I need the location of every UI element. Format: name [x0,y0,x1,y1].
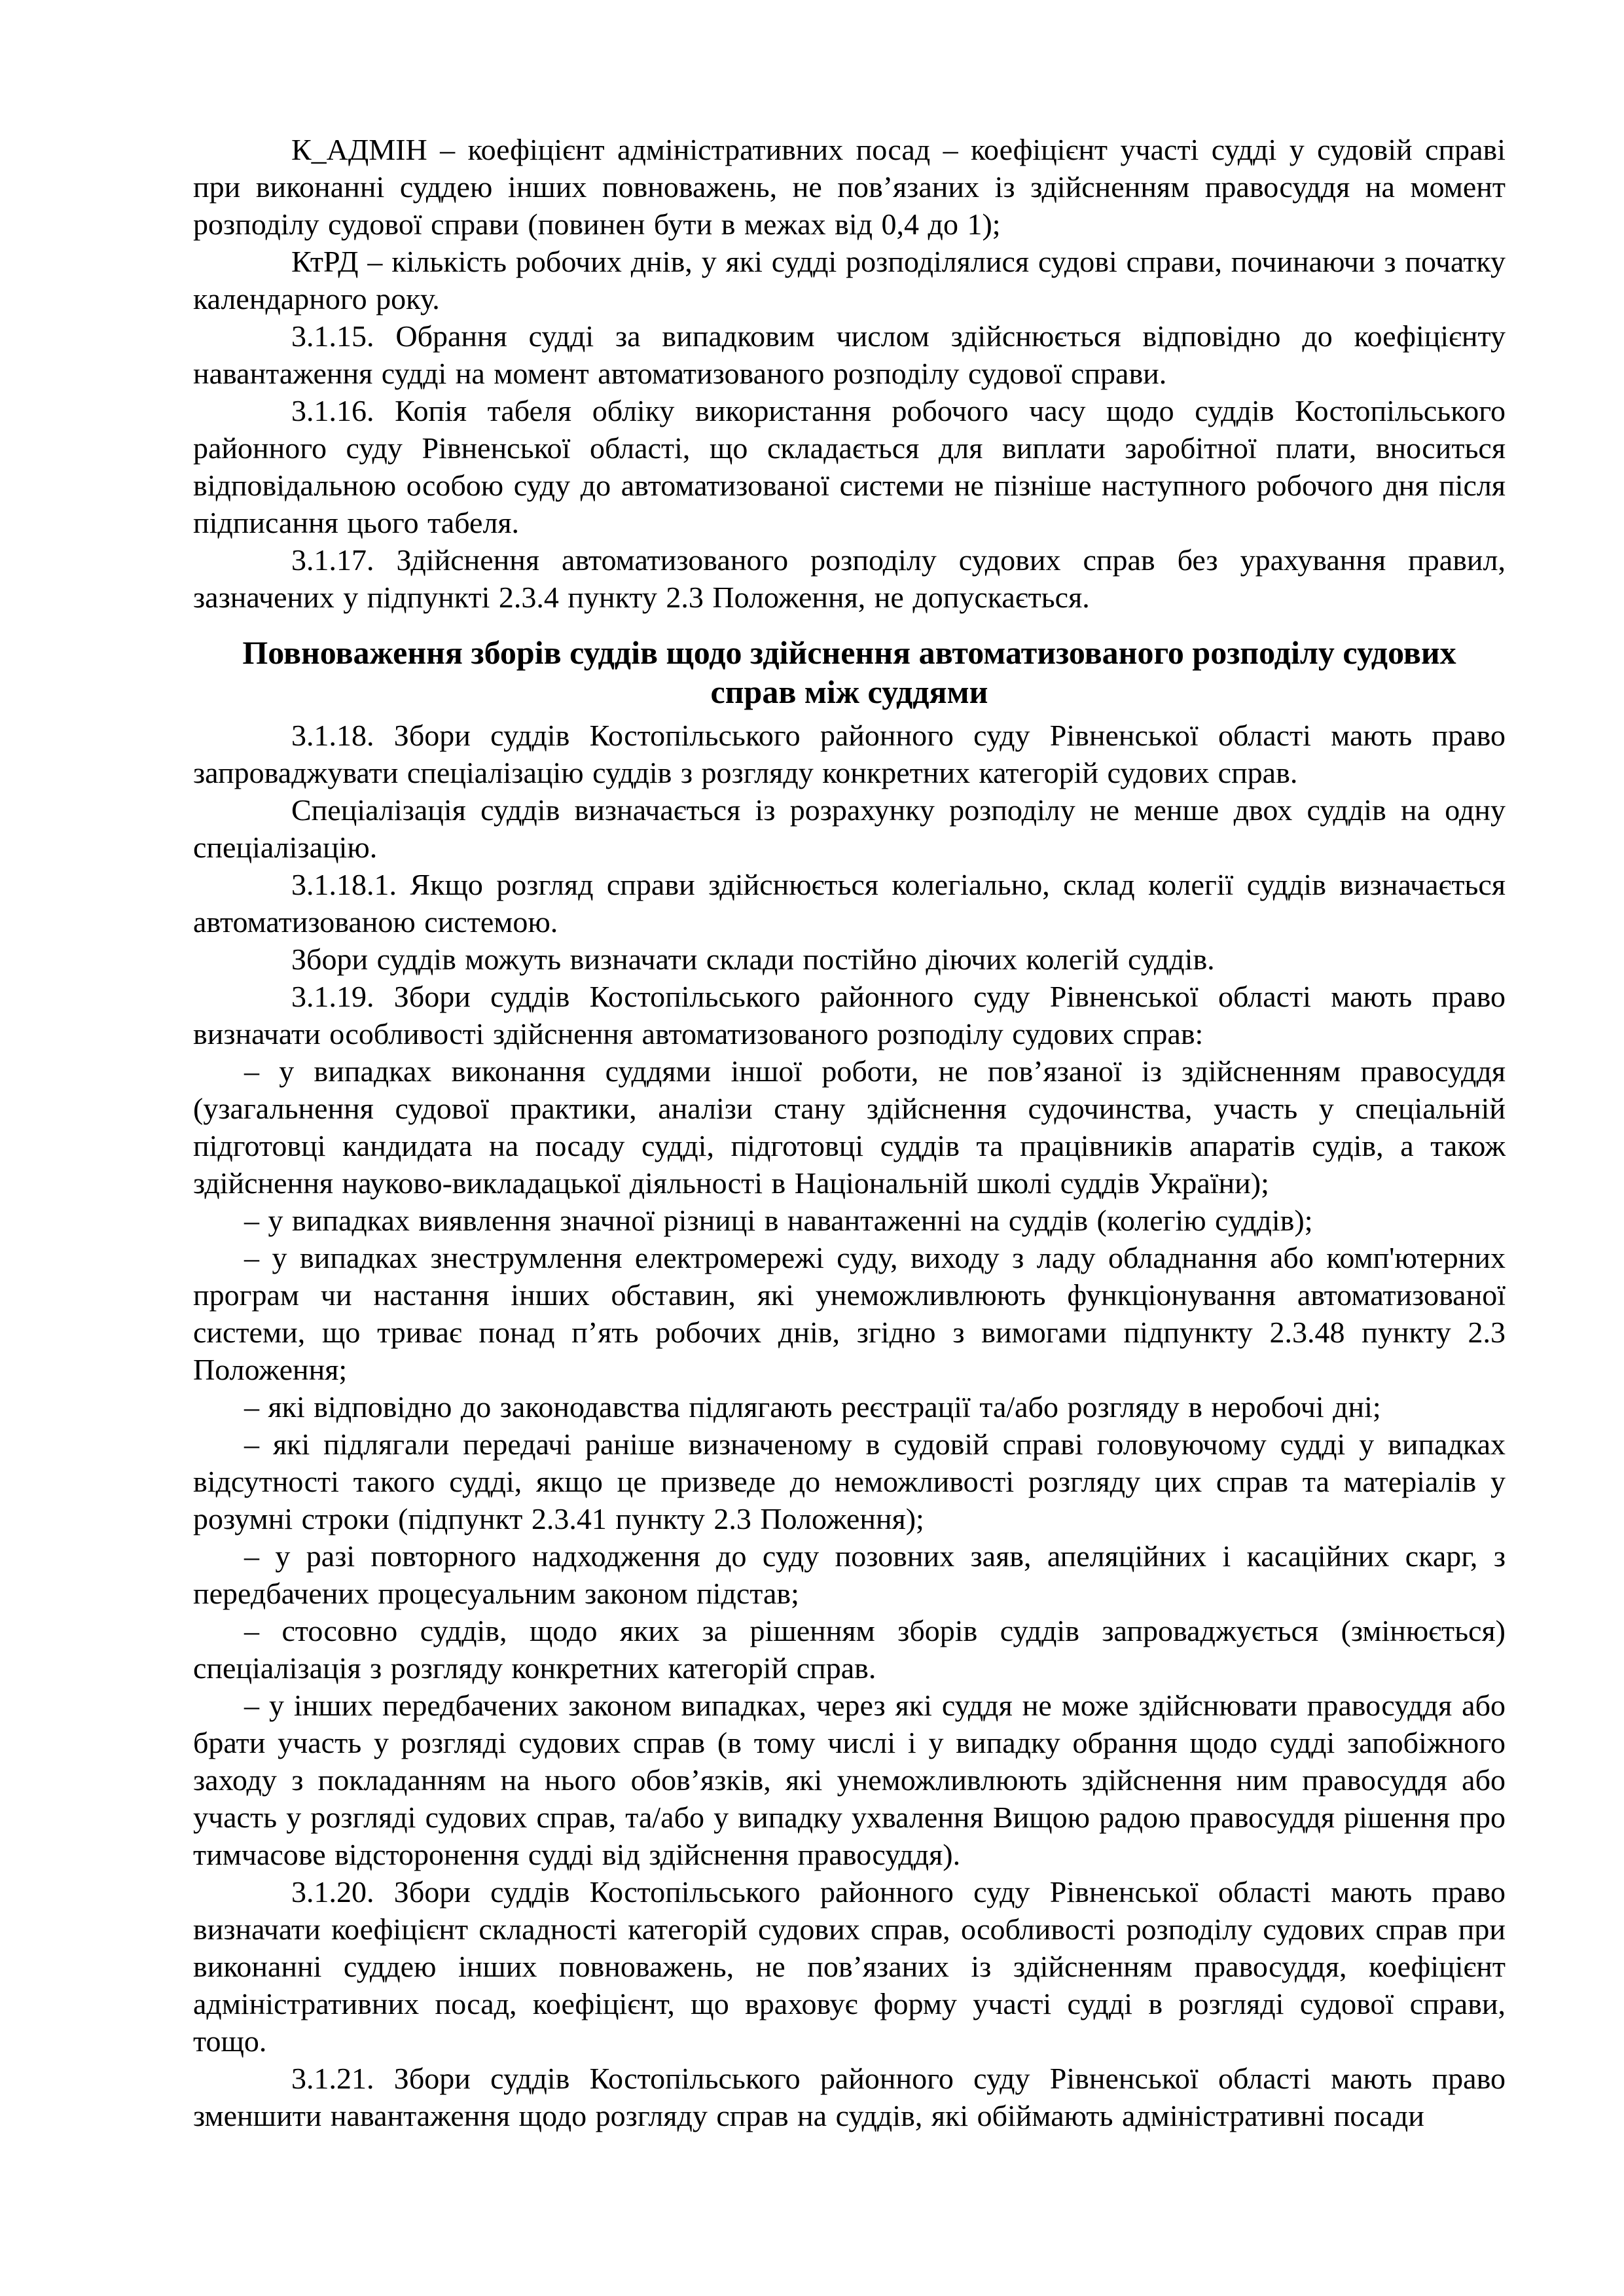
paragraph: 3.1.17. Здійснення автоматизованого розподілу судових справ без урахування правил, зазначених у підпункті 2.3.4 пункту 2.3 Положення, не допускається. [193,543,1506,614]
dash-list-item: – у випадках знеструмлення електромережі суду, виходу з ладу обладнання або комп'ютерних програм чи настання інших обставин, які унеможливлюють функціонування автоматизованої системи, що триває понад п’ять робочих днів, згідно з вимогами підпункту 2.3.48 пункту 2.3 Положення; [193,1241,1506,1386]
paragraph: 3.1.18.1. Якщо розгляд справи здійснюється колегіально, склад колегії суддів визначається автоматизованою системою. [193,868,1506,939]
paragraph: Спеціалізація суддів визначається із розрахунку розподілу не менше двох суддів на одну спеціалізацію. [193,793,1506,864]
dash-list-item: – які відповідно до законодавства підлягають реєстрації та/або розгляду в неробочі дні; [244,1390,1381,1424]
paragraph: 3.1.20. Збори суддів Костопільського районного суду Рівненської області мають право визначати коефіцієнт складності категорій судових справ, особливості розподілу судових справ при виконанні суддею інших повноважень, не пов’язаних із здійсненням правосуддя, коефіцієнт адміністративних посад, коефіцієнт, що враховує форму участі судді в розгляді судової справи, тощо. [193,1875,1506,2058]
paragraph: К_АДМІН – коефіцієнт адміністративних посад – коефіцієнт участі судді у судовій справі при виконанні суддею інших повноважень, не пов’язаних із здійсненням правосуддя на момент розподілу судової справи (повинен бути в межах від 0,4 до 1); [193,133,1506,241]
paragraph: Збори суддів можуть визначати склади постійно діючих колегій суддів. [291,942,1215,976]
paragraph: 3.1.15. Обрання судді за випадковим числом здійснюється відповідно до коефіцієнту навантаження судді на момент автоматизованого розподілу судової справи. [193,319,1506,390]
paragraph: 3.1.18. Збори суддів Костопільського районного суду Рівненської області мають право запроваджувати спеціалізацію суддів з розгляду конкретних категорій судових справ. [193,719,1506,789]
dash-list-item: – у випадках виявлення значної різниці в навантаженні на суддів (колегію суддів); [244,1204,1313,1237]
dash-list-item: – у інших передбачених законом випадках, через які суддя не може здійснювати правосуддя або брати участь у розгляді судових справ (в тому числі і у випадку обрання щодо судді запобіжного заходу з покладанням на нього обов’язків, які унеможливлюють здійснення ним правосуддя або участь у розгляді судових справ, та/або у випадку ухвалення Вищою радою правосуддя рішення про тимчасове відсторонення судді від здійснення правосуддя). [193,1689,1506,1871]
dash-list-item: – у разі повторного надходження до суду позовних заяв, апеляційних і касаційних скарг, з передбачених процесуальним законом підстав; [193,1539,1506,1610]
document-content [193,131,1506,2134]
paragraph: 3.1.16. Копія табеля обліку використання робочого часу щодо суддів Костопільського районного суду Рівненської області, що складається для виплати заробітної плати, вноситься відповідальною особою суду до автоматизованої системи не пізніше наступного робочого дня після підписання цього табеля. [193,394,1506,539]
dash-list-item: – стосовно суддів, щодо яких за рішенням зборів суддів запроваджується (змінюється) спеціалізація з розгляду конкретних категорій справ. [193,1614,1506,1685]
dash-list-item: – які підлягали передачі раніше визначеному в судовій справі головуючому судді у випадках відсутності такого судді, якщо це призведе до неможливості розгляду цих справ та матеріалів у розумні строки (підпункт 2.3.41 пункту 2.3 Положення); [193,1427,1506,1535]
paragraph: КтРД – кількість робочих днів, у які судді розподілялися судові справи, починаючи з початку календарного року. [193,245,1506,315]
paragraph: 3.1.21. Збори суддів Костопільського районного суду Рівненської області мають право зменшити навантаження щодо розгляду справ на суддів, які обіймають адміністративні посади [193,2062,1506,2132]
dash-list-item: – у випадках виконання суддями іншої роботи, не пов’язаної із здійсненням правосуддя (узагальнення судової практики, аналізи стану здійснення судочинства, участь у спеціальній підготовці кандидата на посаду судді, підготовці суддів та працівників апаратів судів, а також здійснення науково-викладацької діяльності в Національній школі суддів України); [193,1054,1506,1200]
paragraph: 3.1.19. Збори суддів Костопільського районного суду Рівненської області мають право визначати особливості здійснення автоматизованого розподілу судових справ: [193,980,1506,1050]
section-heading: Повноваження зборів суддів щодо здійснення автоматизованого розподілу судових справ між суддями [242,634,1456,710]
